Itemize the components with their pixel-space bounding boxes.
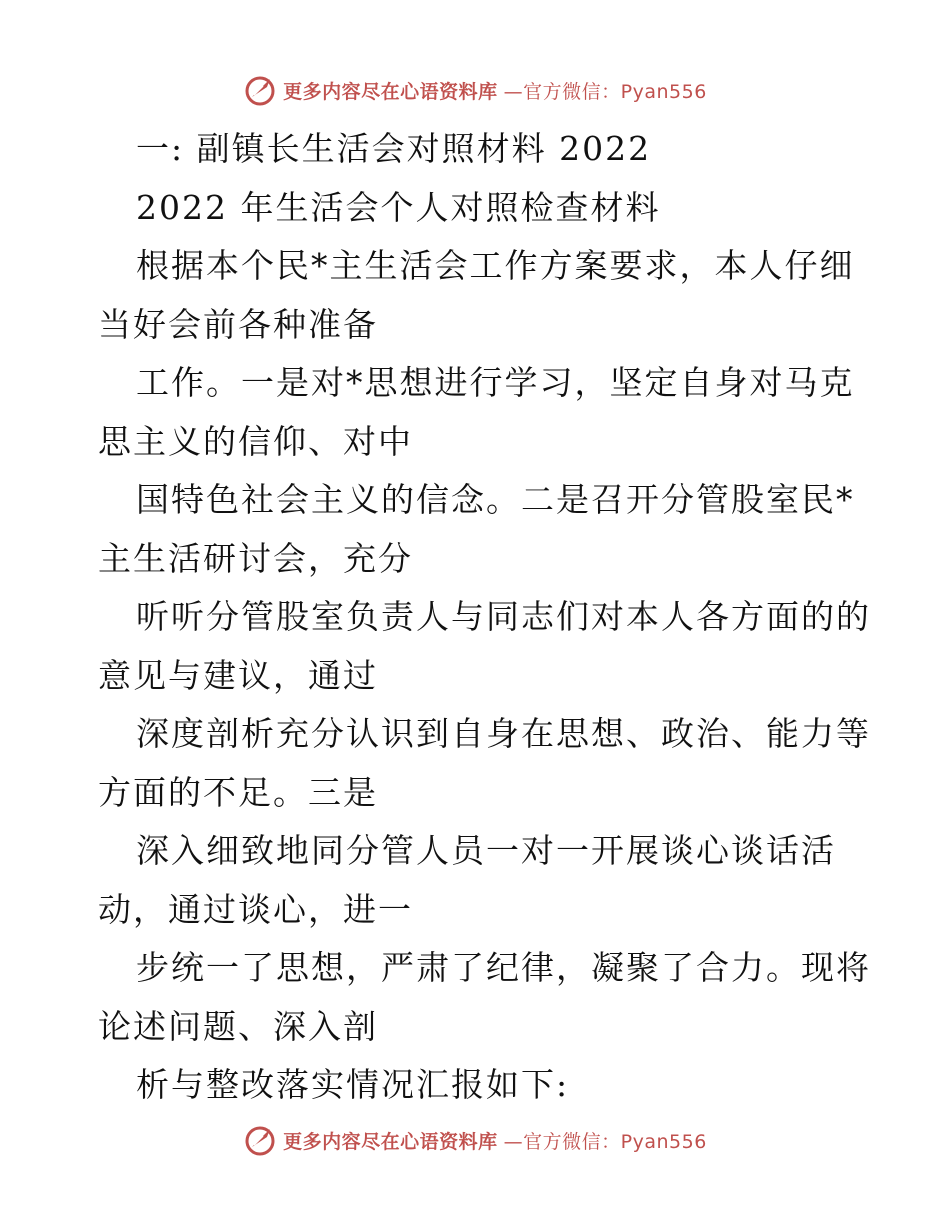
body-line: 深入细致地同分管人员一对一开展谈心谈话活 bbox=[136, 831, 836, 870]
body-line: 听听分管股室负责人与同志们对本人各方面的的 bbox=[136, 597, 871, 636]
body-line: 论述问题、深入剖 bbox=[98, 1006, 378, 1046]
body-line: 思主义的信仰、对中 bbox=[98, 421, 413, 461]
header-watermark-banner bbox=[0, 70, 950, 110]
body-line: 国特色社会主义的信念。二是召开分管股室民* bbox=[136, 480, 855, 519]
document-body bbox=[98, 120, 871, 1115]
body-line: 根据本个民*主生活会工作方案要求，本人仔细 bbox=[136, 246, 855, 285]
banner-contact-text: —官方微信：Pyan556 bbox=[503, 80, 707, 103]
banner-main-text: 更多内容尽在心语资料库 bbox=[283, 1130, 498, 1153]
body-line: 当好会前各种准备 bbox=[98, 304, 378, 344]
banner-contact-text: —官方微信：Pyan556 bbox=[503, 1130, 707, 1153]
body-line: 深度剖析充分认识到自身在思想、政治、能力等 bbox=[136, 714, 871, 753]
body-line: 方面的不足。三是 bbox=[98, 772, 378, 812]
body-line: 析与整改落实情况汇报如下: bbox=[136, 1065, 570, 1104]
feather-pen-logo-icon bbox=[243, 1123, 277, 1157]
document-title: 一: 副镇长生活会对照材料 2022 bbox=[136, 129, 652, 168]
document-subtitle: 2022 年生活会个人对照检查材料 bbox=[136, 187, 661, 227]
body-line: 步统一了思想，严肃了纪律，凝聚了合力。现将 bbox=[136, 948, 871, 987]
body-line: 主生活研讨会，充分 bbox=[98, 538, 413, 578]
footer-watermark-banner bbox=[0, 1120, 950, 1160]
body-line: 工作。一是对*思想进行学习，坚定自身对马克 bbox=[136, 363, 855, 402]
banner-main-text: 更多内容尽在心语资料库 bbox=[283, 80, 498, 103]
body-line: 意见与建议，通过 bbox=[98, 655, 378, 695]
feather-pen-logo-icon bbox=[243, 73, 277, 107]
body-line: 动，通过谈心，进一 bbox=[98, 889, 413, 929]
